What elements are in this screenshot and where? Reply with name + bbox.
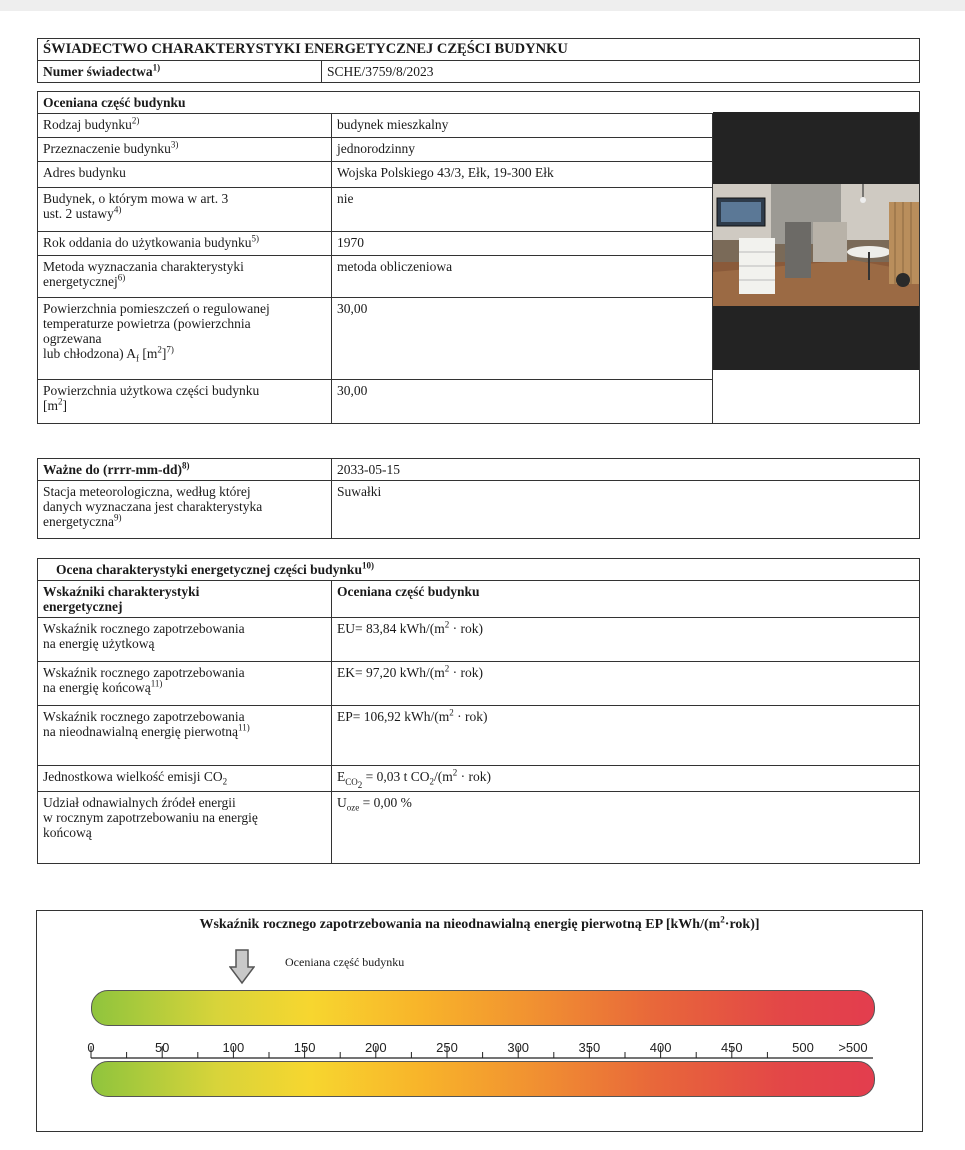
tick-label: 350: [578, 1040, 601, 1055]
weather-station-label: Stacja meteorologiczna, według której danych wyznaczana jest charakterystyka energetyczna$^{9)}$: [38, 481, 332, 539]
eu-label: Wskaźnik rocznego zapotrzebowania na energię użytkową: [38, 618, 332, 662]
tick-label: 250: [436, 1040, 458, 1055]
ek-value: EK= 97,20 kWh/$(m^2 \cdot rok)$: [332, 662, 920, 706]
regulated-area-value: 30,00: [332, 298, 713, 380]
document-title: ŚWIADECTWO CHARAKTERYSTYKI ENERGETYCZNEJ CZĘŚCI BUDYNKU: [38, 39, 920, 61]
eu-value: EU= 83,84 kWh/$(m^2 \cdot rok)$: [332, 618, 920, 662]
tick-label: 500: [792, 1040, 814, 1055]
valid-until-label: Ważne do (rrrr-mm-dd)$^{8)}$: [38, 459, 332, 481]
art3-building-label: Budynek, o którym mowa w art. 3 ust. 2 ustawy$^{4)}$: [38, 188, 332, 232]
title-block: [37, 38, 920, 82]
building-purpose-value: jednorodzinny: [332, 138, 713, 162]
commissioning-year-value: 1970: [332, 232, 713, 256]
indicators-column-header: Wskaźniki charakterystyki energetycznej: [38, 581, 332, 618]
tick-label: >500: [838, 1040, 868, 1055]
commissioning-year-label: Rok oddania do użytkowania budynku$^{5)}$: [38, 232, 332, 256]
assessed-column-header: Oceniana część budynku: [332, 581, 920, 618]
weather-station-value: Suwałki: [332, 481, 920, 539]
tick-label: 400: [649, 1040, 672, 1055]
marker-label: Oceniana część budynku: [285, 955, 405, 969]
ep-scale: [36, 910, 923, 1132]
usable-area-value: 30,00: [332, 380, 713, 424]
oze-value: $U_{oze} = 0,00$ %: [332, 792, 920, 864]
art3-building-value: nie: [332, 188, 713, 232]
ep-label: Wskaźnik rocznego zapotrzebowania na nieodnawialną energię pierwotną$^{11)}$: [38, 706, 332, 766]
tick-label: 150: [293, 1040, 316, 1055]
regulated-area-label: Powierzchnia pomieszczeń o regulowanej temperaturze powietrza (powierzchnia ogrzewana lub chłodzona) $A_f$ $[m^2]^{7)}$: [38, 298, 332, 380]
valid-until-value: 2033-05-15: [332, 459, 920, 481]
certificate-number-label: Numer świadectwa$^{1)}$: [38, 61, 322, 83]
scale-title: Wskaźnik rocznego zapotrzebowania na nieodnawialną energię pierwotną EP $[kWh/(m^2\cdot rok)]$: [199, 914, 760, 932]
building-photo: [713, 112, 919, 370]
usable-area-label: Powierzchnia użytkowa części budynku $[m^2]$: [38, 380, 332, 424]
tick-label: 450: [720, 1040, 743, 1055]
building-type-value: budynek mieszkalny: [332, 114, 713, 138]
method-label: Metoda wyznaczania charakterystyki energetycznej$^{6)}$: [38, 256, 332, 298]
ek-label: Wskaźnik rocznego zapotrzebowania na energię końcową$^{11)}$: [38, 662, 332, 706]
building-purpose-label: Przeznaczenie budynku$^{3)}$: [38, 138, 332, 162]
tick-label: 200: [364, 1040, 387, 1055]
building-type-label: Rodzaj budynku$^{2)}$: [38, 114, 332, 138]
certificate-number-value: SCHE/3759/8/2023: [322, 61, 920, 83]
top-bar: [0, 0, 965, 11]
tick-label: 0: [87, 1040, 95, 1055]
scale-axis: [37, 911, 922, 1133]
method-value: metoda obliczeniowa: [332, 256, 713, 298]
co2-label: Jednostkowa wielkość emisji $CO_2$: [38, 766, 332, 792]
tick-label: 100: [222, 1040, 245, 1055]
ep-value: EP= 106,92 kWh/$(m^2 \cdot rok)$: [332, 706, 920, 766]
tick-label: 300: [507, 1040, 530, 1055]
building-address-value: Wojska Polskiego 43/3, Ełk, 19-300 Ełk: [332, 162, 713, 188]
tick-label: 50: [154, 1040, 170, 1055]
oze-label: Udział odnawialnych źródeł energii w rocznym zapotrzebowaniu na energię końcową: [38, 792, 332, 864]
validity-block: [37, 458, 920, 544]
co2-value: $E_{CO_2} = 0,03$ t $CO_2/(m^2 \cdot rok)$: [332, 766, 920, 792]
building-address-label: Adres budynku: [38, 162, 332, 188]
evaluation-header: Ocena charakterystyki energetycznej części budynku$^{10)}$: [38, 559, 920, 581]
evaluation-block: [37, 558, 920, 880]
assessed-part-header: Oceniana część budynku: [38, 92, 920, 114]
